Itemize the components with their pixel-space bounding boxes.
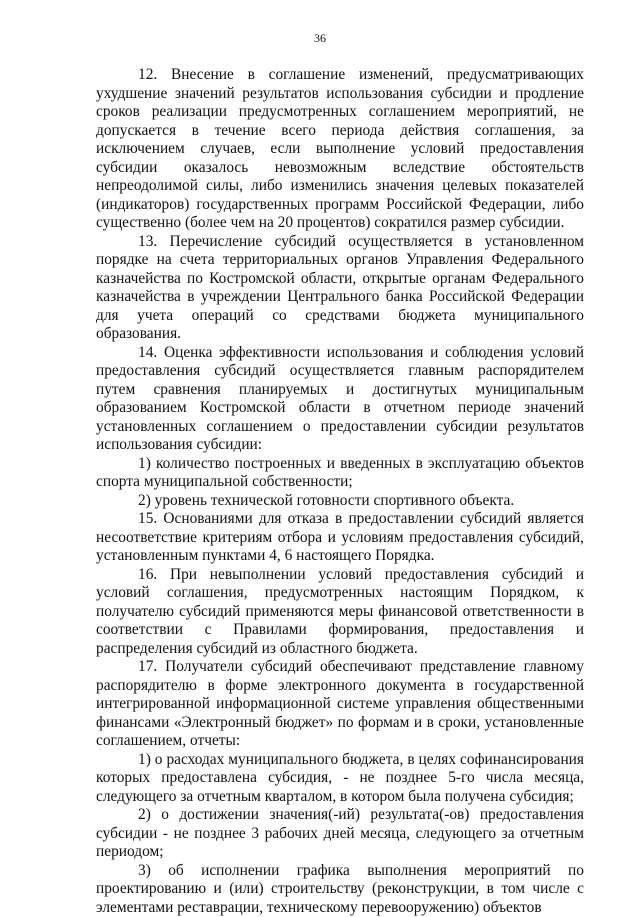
paragraph-14-item-2: 2) уровень технической готовности спортивного объекта. (96, 492, 584, 511)
paragraph-16: 16. При невыполнении условий предоставления субсидий и условий соглашения, предусмотренных настоящим Порядком, к получателю субсидий применяются меры финансовой ответственности в соответствии с Правилами формирования, предоставления и распределения субсидий из областного бюджета. (96, 566, 584, 659)
paragraph-14: 14. Оценка эффективности использования и соблюдения условий предоставления субсидий осуществляется главным распорядителем путем сравнения планируемых и достигнутых муниципальным образованием Костромской области в отчетном периоде значений установленных соглашением о предоставлении субсидии результатов использования субсидии: (96, 344, 584, 455)
paragraph-15: 15. Основаниями для отказа в предоставлении субсидий является несоответствие критериям отбора и условиям предоставления субсидий, установленным пунктами 4, 6 настоящего Порядка. (96, 510, 584, 566)
paragraph-17-item-2: 2) о достижении значения(-ий) результата(-ов) предоставления субсидии - не позднее 3 рабочих дней месяца, следующего за отчетным периодом; (96, 806, 584, 862)
paragraph-14-item-1: 1) количество построенных и введенных в эксплуатацию объектов спорта муниципальной собственности; (96, 455, 584, 492)
paragraph-17-item-3: 3) об исполнении графика выполнения мероприятий по проектированию и (или) строительству (реконструкции, в том числе с элементами реставрации, техническому перевооружению) объектов (96, 862, 584, 917)
paragraph-17: 17. Получатели субсидий обеспечивают представление главному распорядителю в форме электронного документа в государственной интегрированной информационной системе управления общественными финансами «Электронный бюджет» по формам и в сроки, установленные соглашением, отчеты: (96, 658, 584, 751)
document-body (96, 66, 584, 917)
paragraph-17-item-1: 1) о расходах муниципального бюджета, в целях софинансирования которых предоставлена субсидия, - не позднее 5-го числа месяца, следующего за отчетным кварталом, в котором была получена субсидия; (96, 751, 584, 807)
paragraph-13: 13. Перечисление субсидий осуществляется в установленном порядке на счета территориальных органов Управления Федерального казначейства по Костромской области, открытые органам Федерального казначейства в учреждении Центрального банка Российской Федерации для учета операций со средствами бюджета муниципального образования. (96, 233, 584, 344)
page-number: 36 (0, 31, 640, 45)
paragraph-12: 12. Внесение в соглашение изменений, предусматривающих ухудшение значений результатов использования субсидии и продление сроков реализации предусмотренных соглашением мероприятий, не допускается в течение всего периода действия соглашения, за исключением случаев, если выполнение условий предоставления субсидии оказалось невозможным вследствие обстоятельств непреодолимой силы, либо изменились значения целевых показателей (индикаторов) государственных программ Российской Федерации, либо существенно (более чем на 20 процентов) сократился размер субсидии. (96, 66, 584, 233)
